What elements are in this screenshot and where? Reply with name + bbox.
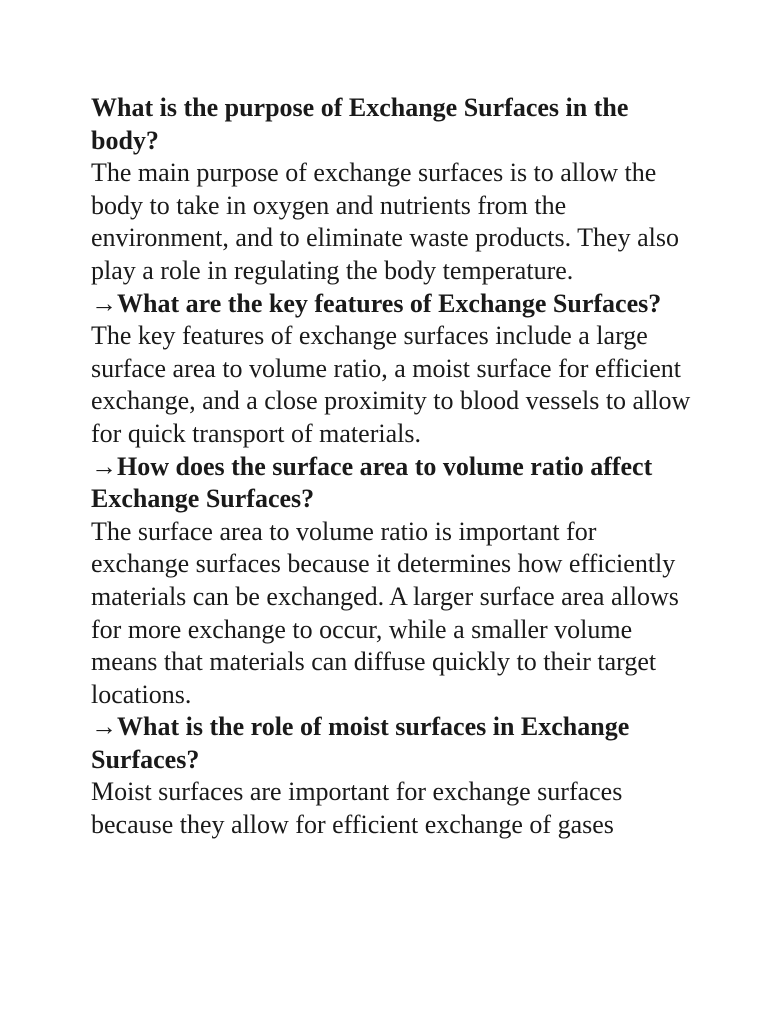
answer-paragraph: Moist surfaces are important for exchange surfaces because they allow for efficient exchange of gases — [91, 777, 623, 840]
question-heading: →How does the surface area to volume ratio affect Exchange Surfaces? — [91, 451, 653, 514]
question-heading: →What are the key features of Exchange Surfaces? — [91, 288, 662, 318]
question-heading: What is the purpose of Exchange Surfaces in the body? — [91, 93, 629, 155]
answer-paragraph: The key features of exchange surfaces include a large surface area to volume ratio, a moist surface for efficient exchange, and a close proximity to blood vessels to allow for quick transport of materials. — [91, 321, 691, 448]
answer-paragraph: The surface area to volume ratio is important for exchange surfaces because it determines how efficiently materials can be exchanged. A larger surface area allows for more exchange to occur, while a smaller volume means that materials can diffuse quickly to their target locations. — [91, 516, 679, 709]
answer-paragraph: The main purpose of exchange surfaces is to allow the body to take in oxygen and nutrients from the environment, and to eliminate waste products. They also play a role in regulating the body temperature. — [91, 158, 679, 285]
document-body — [91, 92, 691, 842]
question-heading: →What is the role of moist surfaces in Exchange Surfaces? — [91, 712, 630, 774]
